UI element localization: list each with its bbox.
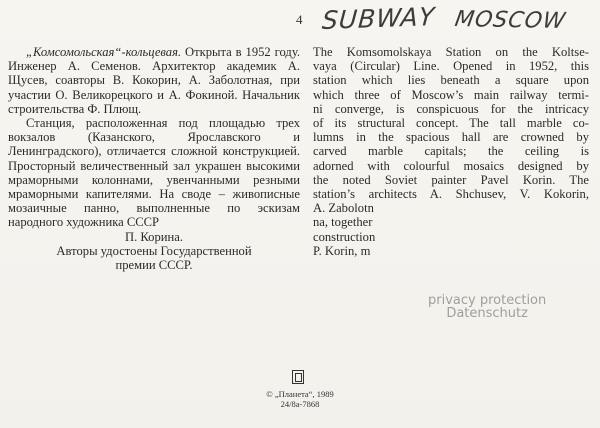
english-line: The Komsomolskaya Station on the Koltse- (313, 45, 589, 59)
russian-paragraph-1-body: Открыта в 1952 году. Инженер А. Семенов. Архитектор академик А. Щусев, соавторы В. Кокорин, А. Заболотная, при участии О. Великорецкого и А. Фокиной. Начальник строительства Ф. Плющ. (8, 45, 300, 116)
english-line: of its structural concept. The tall marble co- (313, 116, 589, 131)
english-cut-line: na, together (313, 215, 373, 230)
english-line: ni converge, is conspicuous for the intricacy (313, 101, 589, 116)
english-cut-line: P. Korin, m (313, 243, 371, 258)
english-line: which three of Moscow’s main railway termi- (313, 87, 589, 102)
publisher-credits (250, 389, 350, 409)
station-title: „Комсомольская“-кольцевая. (26, 45, 182, 59)
watermark-line-2: Datenschutz (446, 306, 528, 321)
english-line: adorned with colourful mosaics designed by (313, 158, 589, 173)
page-number: 4 (296, 12, 303, 27)
english-line: station which lies beneath a square upon (313, 73, 589, 88)
handwritten-subway: SUBWAY (321, 1, 437, 36)
english-cut-line: A. Zabolotn (313, 201, 374, 216)
english-line: vaya (Circular) Line. Opened in 1952, this (313, 59, 589, 74)
handwritten-moscow: MOSCOW (453, 7, 568, 34)
privacy-watermark (428, 294, 546, 320)
watermark-line-1: privacy protection (428, 293, 547, 308)
english-line: carved marble capitals; the ceiling is (313, 144, 589, 159)
english-line: station’s architects A. Shchusev, V. Kokorin, (313, 187, 589, 202)
russian-paragraph-3: Авторы удостоены Государственной (56, 243, 252, 258)
russian-paragraph-3-end: премии СССР. (115, 258, 193, 273)
english-cut-line: construction (313, 229, 376, 244)
publisher-code: 24/8а-7868 (280, 399, 320, 409)
english-line: lumns in the spacious hall are crowned by (313, 130, 589, 145)
publisher-logo-icon (292, 370, 304, 384)
publisher-copyright: © „Планета“, 1989 (266, 389, 334, 399)
english-line: the noted Soviet painter Pavel Korin. The (313, 172, 589, 187)
russian-paragraph-2-end: П. Корина. (125, 229, 183, 244)
english-text-column (313, 45, 589, 258)
russian-paragraph-1 (8, 45, 300, 116)
russian-text-column (8, 45, 300, 272)
russian-paragraph-2: Станция, расположенная под площадью трех вокзалов (Казанского, Ярославского и Ленинградского), отличается сложной конструкцией. Просторный величественный зал украшен высокими мраморными колоннами, увенчанными резными мраморными капителями. На своде – живописные мозаичные панно, выполненные по эскизам народного художника СССР (8, 116, 300, 230)
